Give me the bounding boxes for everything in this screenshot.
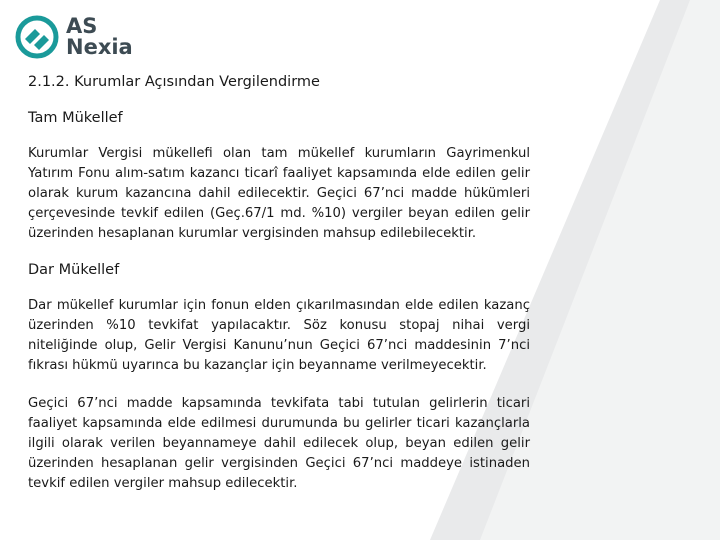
- full-taxpayer-heading: Tam Mükellef: [28, 110, 123, 126]
- limited-taxpayer-paragraph-2: Geçici 67’nci madde kapsamında tevkifata tabi tutulan gelirlerin ticari faaliyet kapsamında elde edilmesi durumunda bu gelirler ticari kazançlarla ilgili olarak verilen beyannameye dahil edilecek olup, beyan edilen gelir üzerinden hesaplanan gelir vergisinden Geçici 67’nci maddeye istinaden tevkif edilen vergiler mahsup edilecektir.: [28, 396, 530, 491]
- logo-line-as: AS: [66, 14, 98, 38]
- limited-taxpayer-paragraph-1: Dar mükellef kurumlar için fonun elden çıkarılmasından elde edilen kazanç üzerinden %10 tevkifat yapılacaktır. Söz konusu stopaj nihai vergi niteliğinde olup, Gelir Vergisi Kanunu’nun Geçici 67’nci maddesinin 7’nci fıkrası hükmü uyarınca bu kazançlar için beyanname verilmeyecektir.: [28, 298, 530, 373]
- full-taxpayer-paragraph: Kurumlar Vergisi mükellefi olan tam mükellef kurumların Gayrimenkul Yatırım Fonu alım-satım kazancı ticarî faaliyet kapsamında elde edilen gelir olarak kurum kazancına dahil edilecektir. Geçici 67’nci madde hükümleri çerçevesinde tevkif edilen (Geç.67/1 md. %10) vergiler beyan edilen gelir üzerinden hesaplanan kurumlar vergisinden mahsup edilebilecektir.: [28, 146, 530, 241]
- document-body: [28, 74, 530, 512]
- limited-taxpayer-heading: Dar Mükellef: [28, 262, 120, 278]
- as-nexia-logo: [14, 14, 133, 60]
- logo-wordmark: [66, 16, 133, 58]
- section-title: 2.1.2. Kurumlar Açısından Vergilendirme: [28, 74, 320, 90]
- logo-line-nexia: Nexia: [66, 35, 133, 59]
- nexia-logo-icon: [14, 14, 60, 60]
